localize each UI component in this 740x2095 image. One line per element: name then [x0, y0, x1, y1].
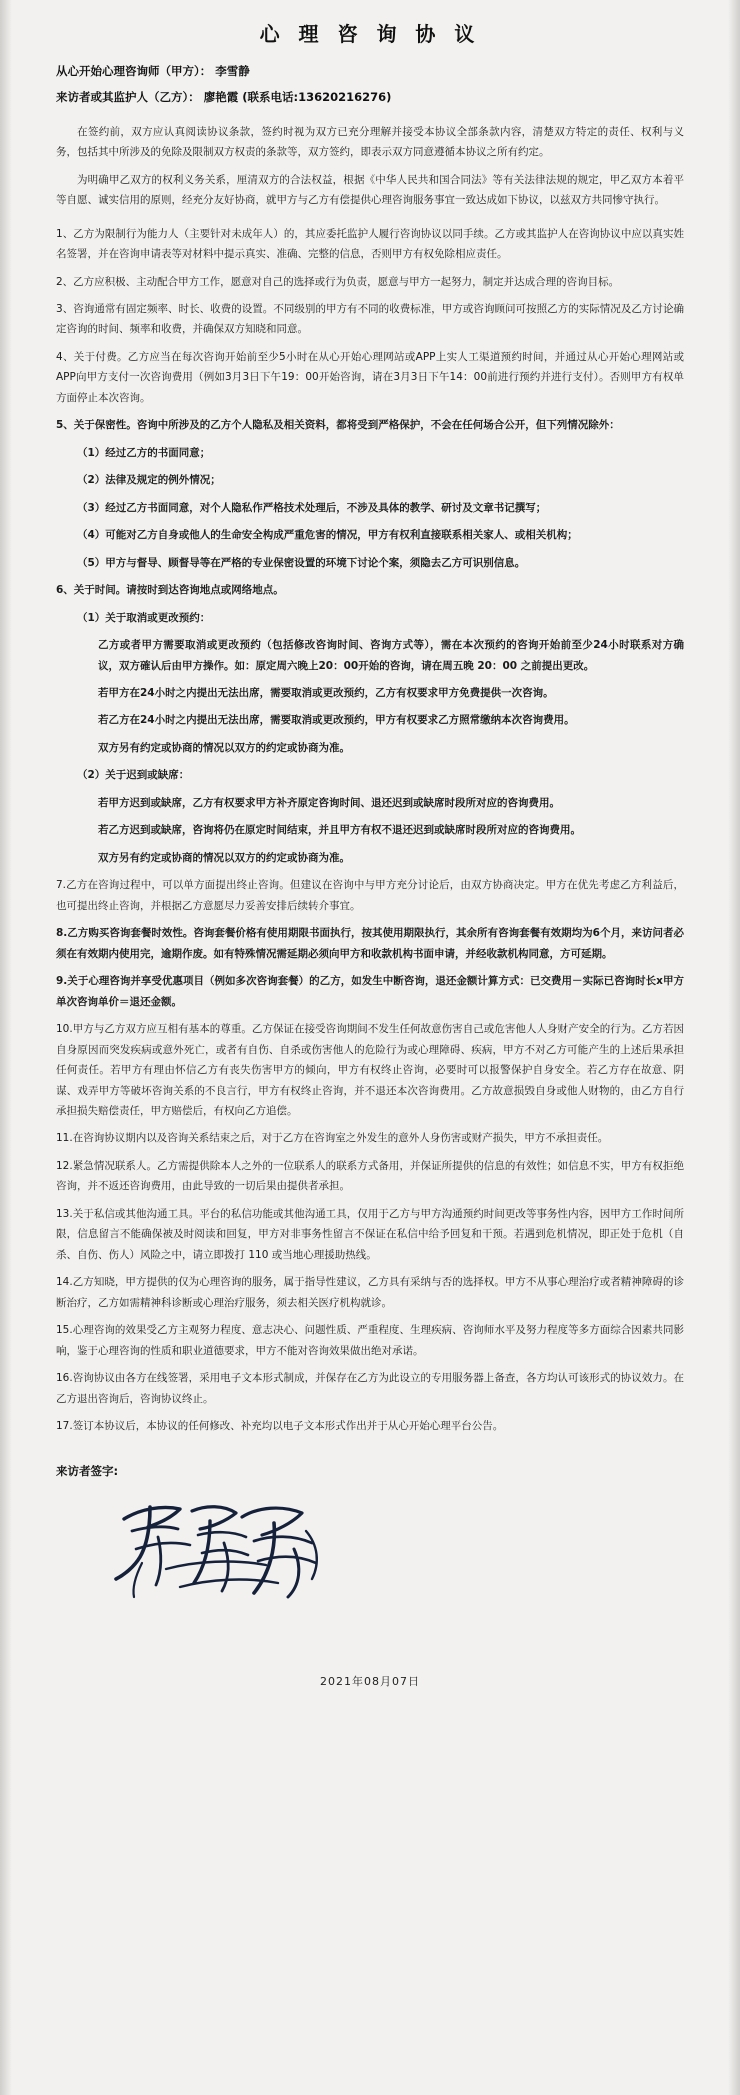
party-a-line: 从心开始心理咨询师（甲方）： 李雪静: [56, 64, 250, 78]
preamble-paragraph-1: 在签约前，双方应认真阅读协议条款，签约时视为双方已充分理解并接受本协议全部条款内容，清楚双方特定的责任、权利与义务，包括其中所涉及的免除及限制双方权责的条款等，双方签约，即表示双方同意遵循本协议之所有约定。: [56, 125, 684, 159]
clause-16: 16.咨询协议由各方在线签署，采用电子文本形式制成，并保存在乙方为此设立的专用服务器上备查，各方均认可该形式的协议效力。在乙方退出咨询后，咨询协议终止。: [56, 1372, 684, 1405]
signature-label: 来访者签字:: [56, 1463, 119, 1478]
clause-3: 3、咨询通常有固定频率、时长、收费的设置。不同级别的甲方有不同的收费标准，甲方或咨询顾问可按照乙方的实际情况及乙方讨论确定咨询的时间、频率和收费，并确保双方知晓和同意。: [56, 302, 684, 336]
signature-area: [56, 1483, 684, 1633]
clause-6-sub-2-rule-b: 若乙方迟到或缺席，咨询将仍在原定时间结束，并且甲方有权不退还迟到或缺席时段所对应的咨询费用。: [98, 824, 581, 837]
clause-7: 7.乙方在咨询过程中，可以单方面提出终止咨询。但建议在咨询中与甲方充分讨论后，由双方协商决定。甲方在优先考虑乙方利益后，也可提出终止咨询，并根据乙方意愿尽力妥善安排后续转介事宜。: [56, 879, 684, 912]
clause-5-item-2: （2）法律及规定的例外情况；: [77, 474, 221, 487]
clause-6-sub-2-rule-a: 若甲方迟到或缺席，乙方有权要求甲方补齐原定咨询时间、退还迟到或缺席时段所对应的咨询费用。: [98, 796, 560, 809]
clause-15: 15.心理咨询的效果受乙方主观努力程度、意志决心、问题性质、严重程度、生理疾病、咨询师水平及努力程度等多方面综合因素共同影响，鉴于心理咨询的性质和职业道德要求，甲方不能对咨询效果做出绝对承诺。: [56, 1324, 684, 1357]
clause-5: 5、关于保密性。咨询中所涉及的乙方个人隐私及相关资料，都将受到严格保护，不会在任何场合公开，但下列情况除外：: [56, 419, 620, 432]
clause-1: 1、乙方为限制行为能力人（主要针对未成年人）的，其应委托监护人履行咨询协议以同手续。乙方或其监护人在咨询协议中应以真实姓名签署，并在咨询申请表等对材料中提示真实、准确、完整的信息，否则甲方有权免除相应责任。: [56, 227, 684, 261]
handwritten-signature: [106, 1491, 336, 1611]
clause-4: 4、关于付费。乙方应当在每次咨询开始前至少5小时在从心开始心理网站或APP上实人工渠道预约时间，并通过从心开始心理网站或APP向甲方支付一次咨询费用（例如3月3日下午19：00开始咨询，请在3月3日下午14：00前进行预约并进行支付）。否则甲方有权单方面停止本次咨询。: [56, 350, 684, 404]
clause-17: 17.签订本协议后，本协议的任何修改、补充均以电子文本形式作出并于从心开始心理平台公告。: [56, 1420, 504, 1433]
spacer: [56, 211, 684, 217]
party-b-line: 来访者或其监护人（乙方）： 廖艳霞 (联系电话:13620216276): [56, 89, 392, 104]
page-title: 心 理 咨 询 协 议: [259, 22, 481, 46]
spacer: [56, 109, 684, 115]
clause-6-sub-2-rule-c: 双方另有约定或协商的情况以双方的约定或协商为准。: [98, 851, 350, 864]
clause-12: 12.紧急情况联系人。乙方需提供除本人之外的一位联系人的联系方式备用，并保证所提供的信息的有效性；如信息不实，甲方有权拒绝咨询，并不返还咨询费用，由此导致的一切后果由提供者承担。: [56, 1159, 684, 1193]
clause-10: 10.甲方与乙方双方应互相有基本的尊重。乙方保证在接受咨询期间不发生任何故意伤害自己或危害他人人身财产安全的行为。乙方若因自身原因而突发疾病或意外死亡，或者有自伤、自杀或伤害他人的危险行为或心理障碍、疾病，甲方不对乙方可能产生的上述后果承担任何责任。若甲方有理由怀信乙方有丧失伤害甲方的倾向，甲方有权终止咨询，必要时可以报警保护自身安全。若乙方存在故意、阴谋、戏弄甲方等破坏咨询关系的不良言行，甲方有权终止咨询，并不退还本次咨询费用。乙方故意损毁自身或他人财物的，由乙方自行承担损失赔偿责任，甲方赔偿后，有权向乙方追偿。: [56, 1023, 684, 1117]
clause-14: 14.乙方知晓，甲方提供的仅为心理咨询的服务，属于指导性建议，乙方具有采纳与否的选择权。甲方不从事心理治疗或者精神障碍的诊断治疗，乙方如需精神科诊断或心理治疗服务，须去相关医疗机构就诊。: [56, 1276, 684, 1309]
document-body: [0, 61, 740, 1689]
clause-11: 11.在咨询协议期内以及咨询关系结束之后，对于乙方在咨询室之外发生的意外人身伤害或财产损失，甲方不承担责任。: [56, 1132, 609, 1145]
preamble-paragraph-2: 为明确甲乙双方的权利义务关系，厘清双方的合法权益，根据《中华人民共和国合同法》等有关法律法规的规定，甲乙双方本着平等自愿、诚实信用的原则，经充分友好协商，就甲方与乙方有偿提供心理咨询服务事宜一致达成如下协议，以兹双方共同惨守执行。: [56, 173, 684, 207]
clause-6-sub-1-body: 乙方或者甲方需要取消或更改预约（包括修改咨询时间、咨询方式等），需在本次预约的咨询开始前至少24小时联系对方确议，双方確认后由甲方操作。如：原定周六晚上20：00开始的咨询，请在周五晚 20：00 之前提出更改。: [98, 639, 684, 672]
clause-6-sub-1-rule-b: 若乙方在24小时之内提出无法出席，需要取消或更改预约，甲方有权要求乙方照常缴纳本次咨询费用。: [98, 714, 575, 727]
clause-6-sub-1-title: （1）关于取消或更改预约：: [77, 611, 211, 624]
clause-5-item-4: （4）可能对乙方自身或他人的生命安全构成严重危害的情况，甲方有权利直接联系相关家人、或相关机构；: [77, 529, 578, 542]
clause-13: 13.关于私信或其他沟通工具。平台的私信功能或其他沟通工具，仅用于乙方与甲方沟通预约时间更改等事务性内容，因甲方工作时间所限，信息留言不能确保被及时阅读和回复，甲方对非事务性留言不保证在私信中给予回复和干预。若遇到危机情况，即正处于危机（自杀、自伤、伤人）风险之中，请立即拨打 110 或当地心理援助热线。: [56, 1207, 684, 1261]
clause-5-item-5: （5）甲方与督导、顾督导等在严格的专业保密设置的环境下讨论个案，须隐去乙方可识别信息。: [77, 556, 526, 569]
clause-8: 8.乙方购买咨询套餐时效性。咨询套餐价格有使用期限书面执行，按其使用期限执行，其余所有咨询套餐有效期均为6个月，来访问者必须在有效期内使用完，逾期作废。如有特殊情况需延期必须向甲方和收款机构书面申请，并经收款机构同意，方可延期。: [56, 927, 684, 960]
clause-2: 2、乙方应积极、主动配合甲方工作，愿意对自己的选择或行为负责，愿意与甲方一起努力，制定并达成合理的咨询目标。: [56, 275, 620, 288]
signature-date: 2021年08月07日: [320, 1674, 420, 1688]
clause-6-sub-2-title: （2）关于迟到或缺席：: [77, 769, 190, 782]
clause-6: 6、关于时间。请按时到达咨询地点或网络地点。: [56, 584, 284, 597]
clause-6-sub-1-rule-c: 双方另有约定或协商的情况以双方的约定或协商为准。: [98, 741, 350, 754]
clause-6-sub-1-rule-a: 若甲方在24小时之内提出无法出席，需要取消或更改预约，乙方有权要求甲方免费提供一次咨询。: [98, 687, 554, 699]
clause-5-item-3: （3）经过乙方书面同意，对个人隐私作严格技术处理后，不涉及具体的教学、研讨及文章书记撰写；: [77, 501, 547, 514]
clause-5-item-1: （1）经过乙方的书面同意；: [77, 446, 211, 459]
clause-9: 9.关于心理咨询并享受优惠项目（例如多次咨询套餐）的乙方，如发生中断咨询，退还金额计算方式：已交费用－实际已咨询时长x甲方单次咨询单价＝退还金额。: [56, 975, 684, 1008]
